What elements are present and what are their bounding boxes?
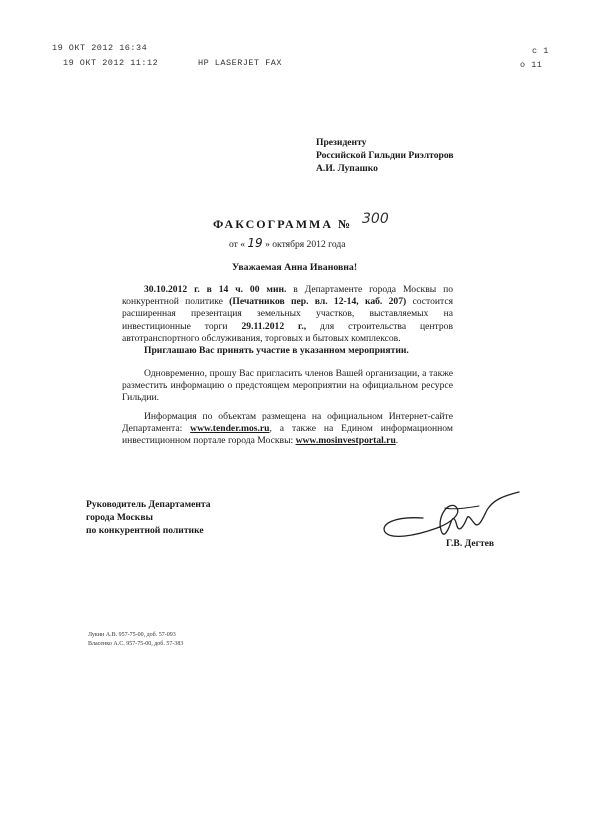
contact-line: Лукин А.В. 957-75-00, доб. 57-093	[88, 632, 176, 638]
recipient-organization: Российской Гильдии Риэлторов	[316, 150, 454, 161]
fax-header-device: HP LASERJET FAX	[198, 58, 283, 68]
paragraph-text: , а также на Едином информационном инвестиционном портале города Москвы:	[122, 423, 453, 447]
recipient-block	[316, 136, 454, 175]
signer-department: по конкурентной политике	[86, 525, 204, 536]
signer-name: Г.В. Дегтев	[446, 538, 495, 549]
paragraph-text: состоится расширенная презентация земельных участков, выставляемых на инвестиционные торги	[122, 296, 454, 332]
request-text: Одновременно, прошу Вас пригласить членов Вашей организации, а также разместить информацию о предстоящем мероприятии на официальном ресурсе Гильдии.	[122, 368, 453, 404]
fax-header-page-count: о 11	[520, 60, 543, 70]
event-address: (Печатников пер. вл. 12-14, каб. 207)	[229, 296, 407, 308]
event-datetime: 30.10.2012 г. в 14 ч. 00 мин.	[144, 284, 287, 295]
fax-date	[229, 236, 346, 250]
paragraph-presentation	[122, 284, 453, 345]
contact-line: Власенко А.С. 957-75-00, доб. 57-383	[88, 641, 184, 647]
paragraph-text: .	[395, 435, 399, 447]
contacts-block	[88, 631, 183, 649]
fax-title: ФАКСОГРАММА №	[213, 217, 353, 231]
fax-date-day: 19	[247, 236, 263, 250]
investportal-link[interactable]: www.mosinvestportal.ru	[295, 435, 396, 447]
paragraph-information	[122, 411, 453, 448]
recipient-title: Президенту	[316, 137, 367, 148]
tender-site-link[interactable]: www.tender.mos.ru	[190, 423, 270, 435]
tender-date: 29.11.2012 г.,	[241, 320, 307, 332]
paragraph-text: в Департаменте города Москвы по конкурентной политике	[122, 284, 453, 308]
paragraph-text: Информация по объектам размещена на официальном Интернет-сайте Департамента:	[122, 411, 453, 435]
fax-date-suffix: » октября 2012 года	[265, 239, 346, 250]
paragraph-invitation	[122, 345, 453, 357]
fax-header-page: с 1	[532, 46, 549, 56]
paragraph-request	[122, 368, 453, 405]
greeting: Уважаемая Анна Ивановна!	[232, 262, 358, 273]
fax-date-prefix: от «	[229, 239, 246, 250]
signer-position: Руководитель Департамента	[86, 499, 211, 510]
invitation-text: Приглашаю Вас принять участие в указанном мероприятии.	[144, 345, 409, 356]
paragraph-text: для строительства центров автотранспортного обслуживания, торговых и бытовых комплексов.	[122, 320, 453, 344]
signer-city: города Москвы	[86, 512, 154, 523]
fax-header-time: 19 ОКТ 2012 16:34	[52, 43, 148, 53]
signer-block	[86, 498, 211, 537]
fax-number: 300	[362, 211, 389, 227]
recipient-name: А.И. Лупашко	[316, 163, 378, 174]
fax-header-sent-time: 19 ОКТ 2012 11:12	[63, 58, 159, 68]
